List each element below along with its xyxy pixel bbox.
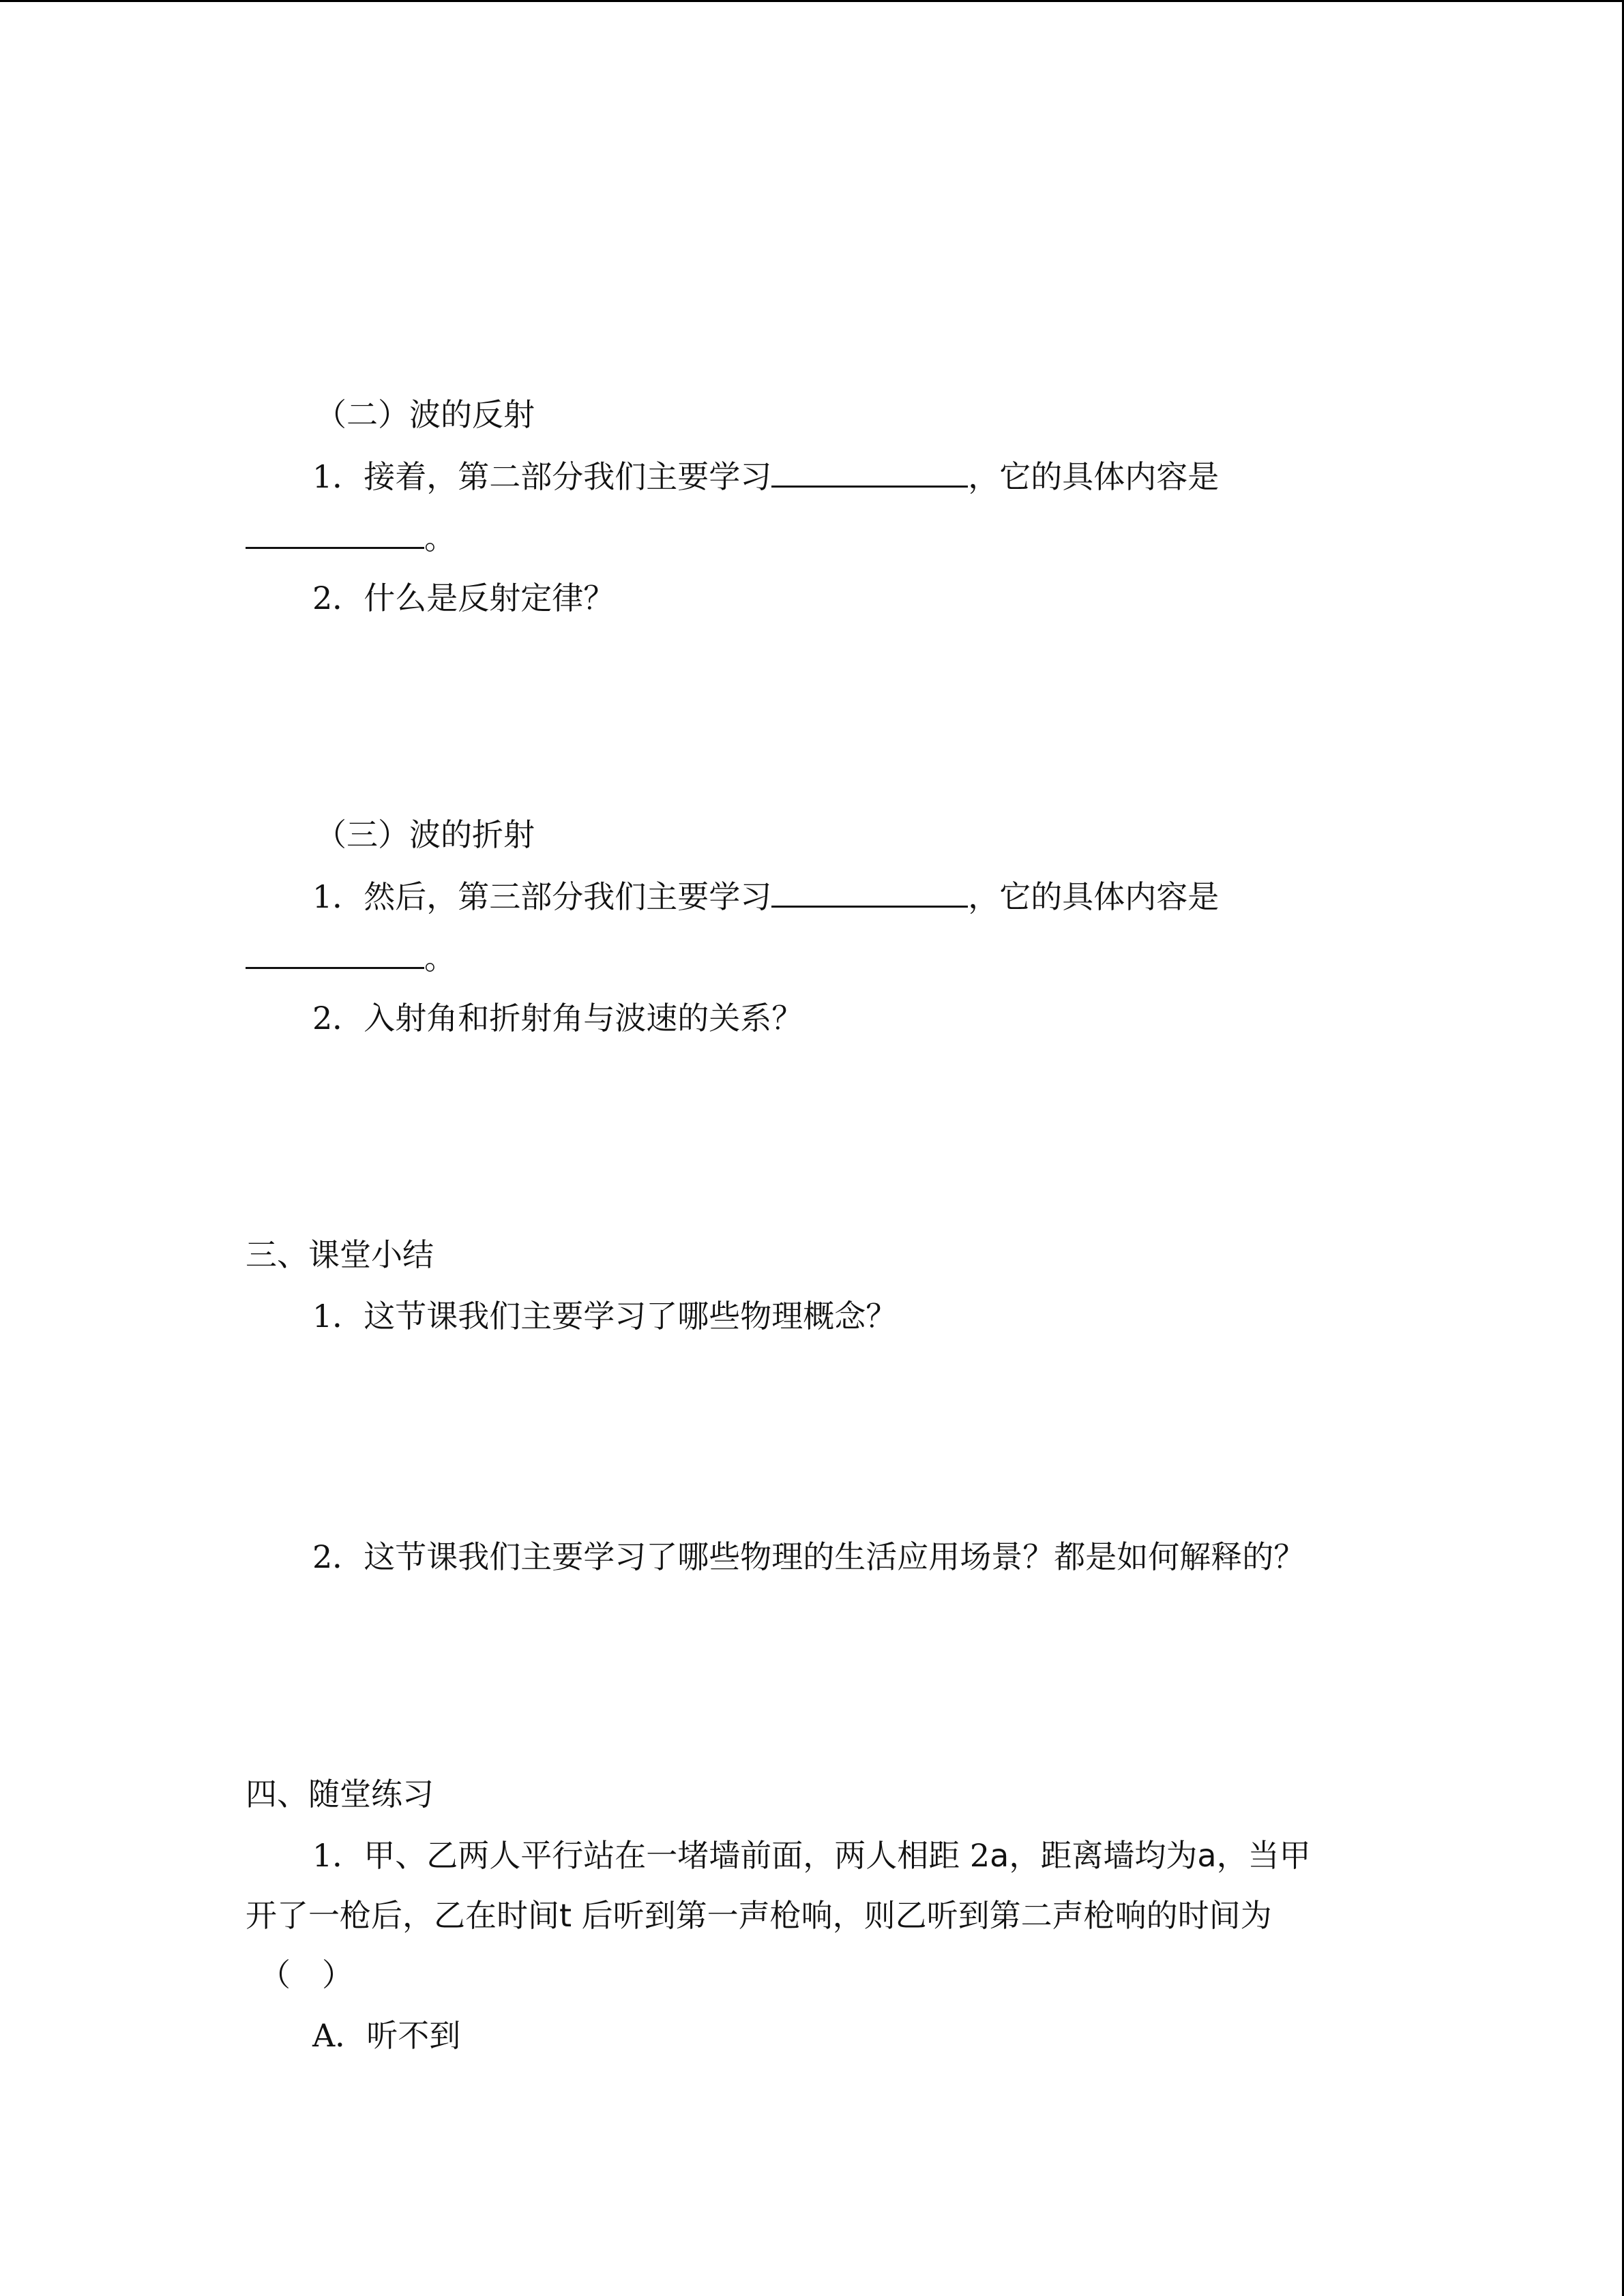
practice-question-1-line-2 — [246, 1895, 1272, 1936]
section-heading-summary: 三、课堂小结 — [246, 1236, 434, 1273]
question-text: ，它的具体内容是 — [968, 458, 1220, 495]
question-refraction-2: 2．入射角和折射角与波速的关系？ — [312, 1000, 803, 1037]
section-heading-reflection: （二）波的反射 — [315, 396, 535, 433]
question-summary-1: 1．这节课我们主要学习了哪些物理概念？ — [312, 1298, 898, 1335]
variable-a: a — [990, 1837, 1009, 1874]
answer-blank[interactable] — [246, 517, 424, 549]
question-text: 1．接着，第二部分我们主要学习 — [312, 458, 772, 495]
question-reflection-1 — [312, 456, 1219, 497]
question-text: ，它的具体内容是 — [968, 878, 1220, 915]
variable-t: t — [559, 1897, 572, 1934]
question-summary-2: 2．这节课我们主要学习了哪些物理的生活应用场景？都是如何解释的？ — [312, 1538, 1305, 1575]
answer-blank[interactable] — [771, 876, 968, 908]
answer-blank[interactable] — [771, 456, 968, 488]
answer-paren: （ ） — [259, 1956, 353, 1993]
page-top-border — [0, 0, 1624, 2]
variable-a: a — [1197, 1837, 1217, 1874]
practice-question-1-line-1 — [312, 1835, 1311, 1876]
question-text: ，当甲 — [1216, 1837, 1311, 1874]
question-text: 。 — [424, 520, 456, 556]
option-a: A．听不到 — [312, 2017, 461, 2054]
question-refraction-1 — [312, 876, 1219, 917]
question-refraction-1-continued — [246, 937, 456, 979]
section-heading-refraction: （三）波的折射 — [315, 816, 535, 853]
question-text: 开了一枪后，乙在时间 — [246, 1897, 559, 1934]
question-text: 1．甲、乙两人平行站在一堵墙前面，两人相距 2 — [312, 1837, 990, 1874]
question-reflection-2: 2．什么是反射定律？ — [312, 580, 615, 616]
question-text: ，距离墙均为 — [1009, 1837, 1198, 1874]
question-reflection-1-continued — [246, 517, 456, 558]
section-heading-practice: 四、随堂练习 — [246, 1776, 434, 1813]
question-text: 1．然后，第三部分我们主要学习 — [312, 878, 772, 915]
answer-blank[interactable] — [246, 937, 424, 969]
question-text: 后听到第一声枪响，则乙听到第二声枪响的时间为 — [572, 1897, 1272, 1934]
question-text: 。 — [424, 940, 456, 976]
